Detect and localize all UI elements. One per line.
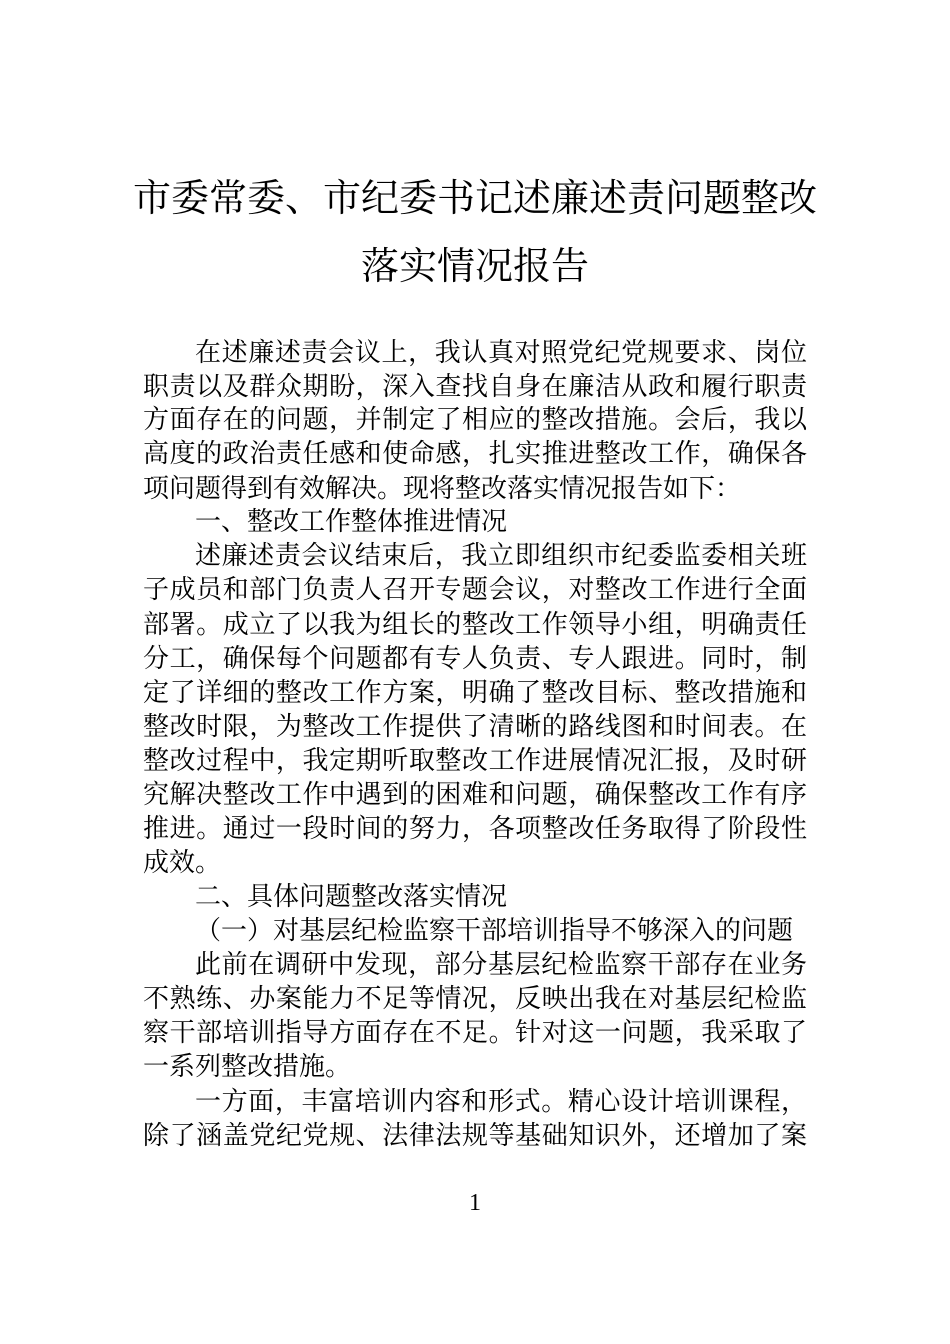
- body-line: 方面存在的问题，并制定了相应的整改措施。会后，我以: [143, 405, 807, 435]
- body-line: 在述廉述责会议上，我认真对照党纪党规要求、岗位: [195, 338, 807, 368]
- body-line: 高度的政治责任感和使命感，扎实推进整改工作，确保各: [143, 439, 807, 469]
- body-line: 成效。: [143, 848, 222, 878]
- body-line: 推进。通过一段时间的努力，各项整改任务取得了阶段性: [143, 814, 807, 844]
- title-line-1: 市委常委、市纪委书记述廉述责问题整改: [132, 176, 817, 220]
- body-line: 述廉述责会议结束后，我立即组织市纪委监委相关班: [195, 541, 807, 571]
- body-line: 此前在调研中发现，部分基层纪检监察干部存在业务: [195, 950, 807, 980]
- body-line: 究解决整改工作中遇到的困难和问题，确保整改工作有序: [143, 780, 807, 810]
- body-line: 项问题得到有效解决。现将整改落实情况报告如下：: [143, 474, 742, 504]
- body-line: 定了详细的整改工作方案，明确了整改目标、整改措施和: [143, 678, 807, 708]
- body-line: 除了涵盖党纪党规、法律法规等基础知识外，还增加了案: [143, 1121, 807, 1151]
- body-line: 职责以及群众期盼，深入查找自身在廉洁从政和履行职责: [143, 372, 807, 402]
- body-line: 察干部培训指导方面存在不足。针对这一问题，我采取了: [143, 1018, 807, 1048]
- section-heading: 二、具体问题整改落实情况: [195, 882, 508, 912]
- body-line: 子成员和部门负责人召开专题会议，对整改工作进行全面: [143, 575, 807, 605]
- page-number: 1: [469, 1190, 481, 1216]
- body-line: 部署。成立了以我为组长的整改工作领导小组，明确责任: [143, 610, 807, 640]
- body-line: 不熟练、办案能力不足等情况，反映出我在对基层纪检监: [143, 984, 807, 1014]
- body-line: 分工，确保每个问题都有专人负责、专人跟进。同时，制: [143, 644, 807, 674]
- body-line: 一方面，丰富培训内容和形式。精心设计培训课程，: [195, 1087, 807, 1117]
- body-line: 一系列整改措施。: [143, 1052, 352, 1082]
- section-heading: 一、整改工作整体推进情况: [195, 507, 508, 537]
- body-line: 整改过程中，我定期听取整改工作进展情况汇报，及时研: [143, 746, 807, 776]
- subsection-heading: （一）对基层纪检监察干部培训指导不够深入的问题: [195, 916, 794, 946]
- title-line-2: 落实情况报告: [360, 244, 589, 288]
- body-line: 整改时限，为整改工作提供了清晰的路线图和时间表。在: [143, 712, 807, 742]
